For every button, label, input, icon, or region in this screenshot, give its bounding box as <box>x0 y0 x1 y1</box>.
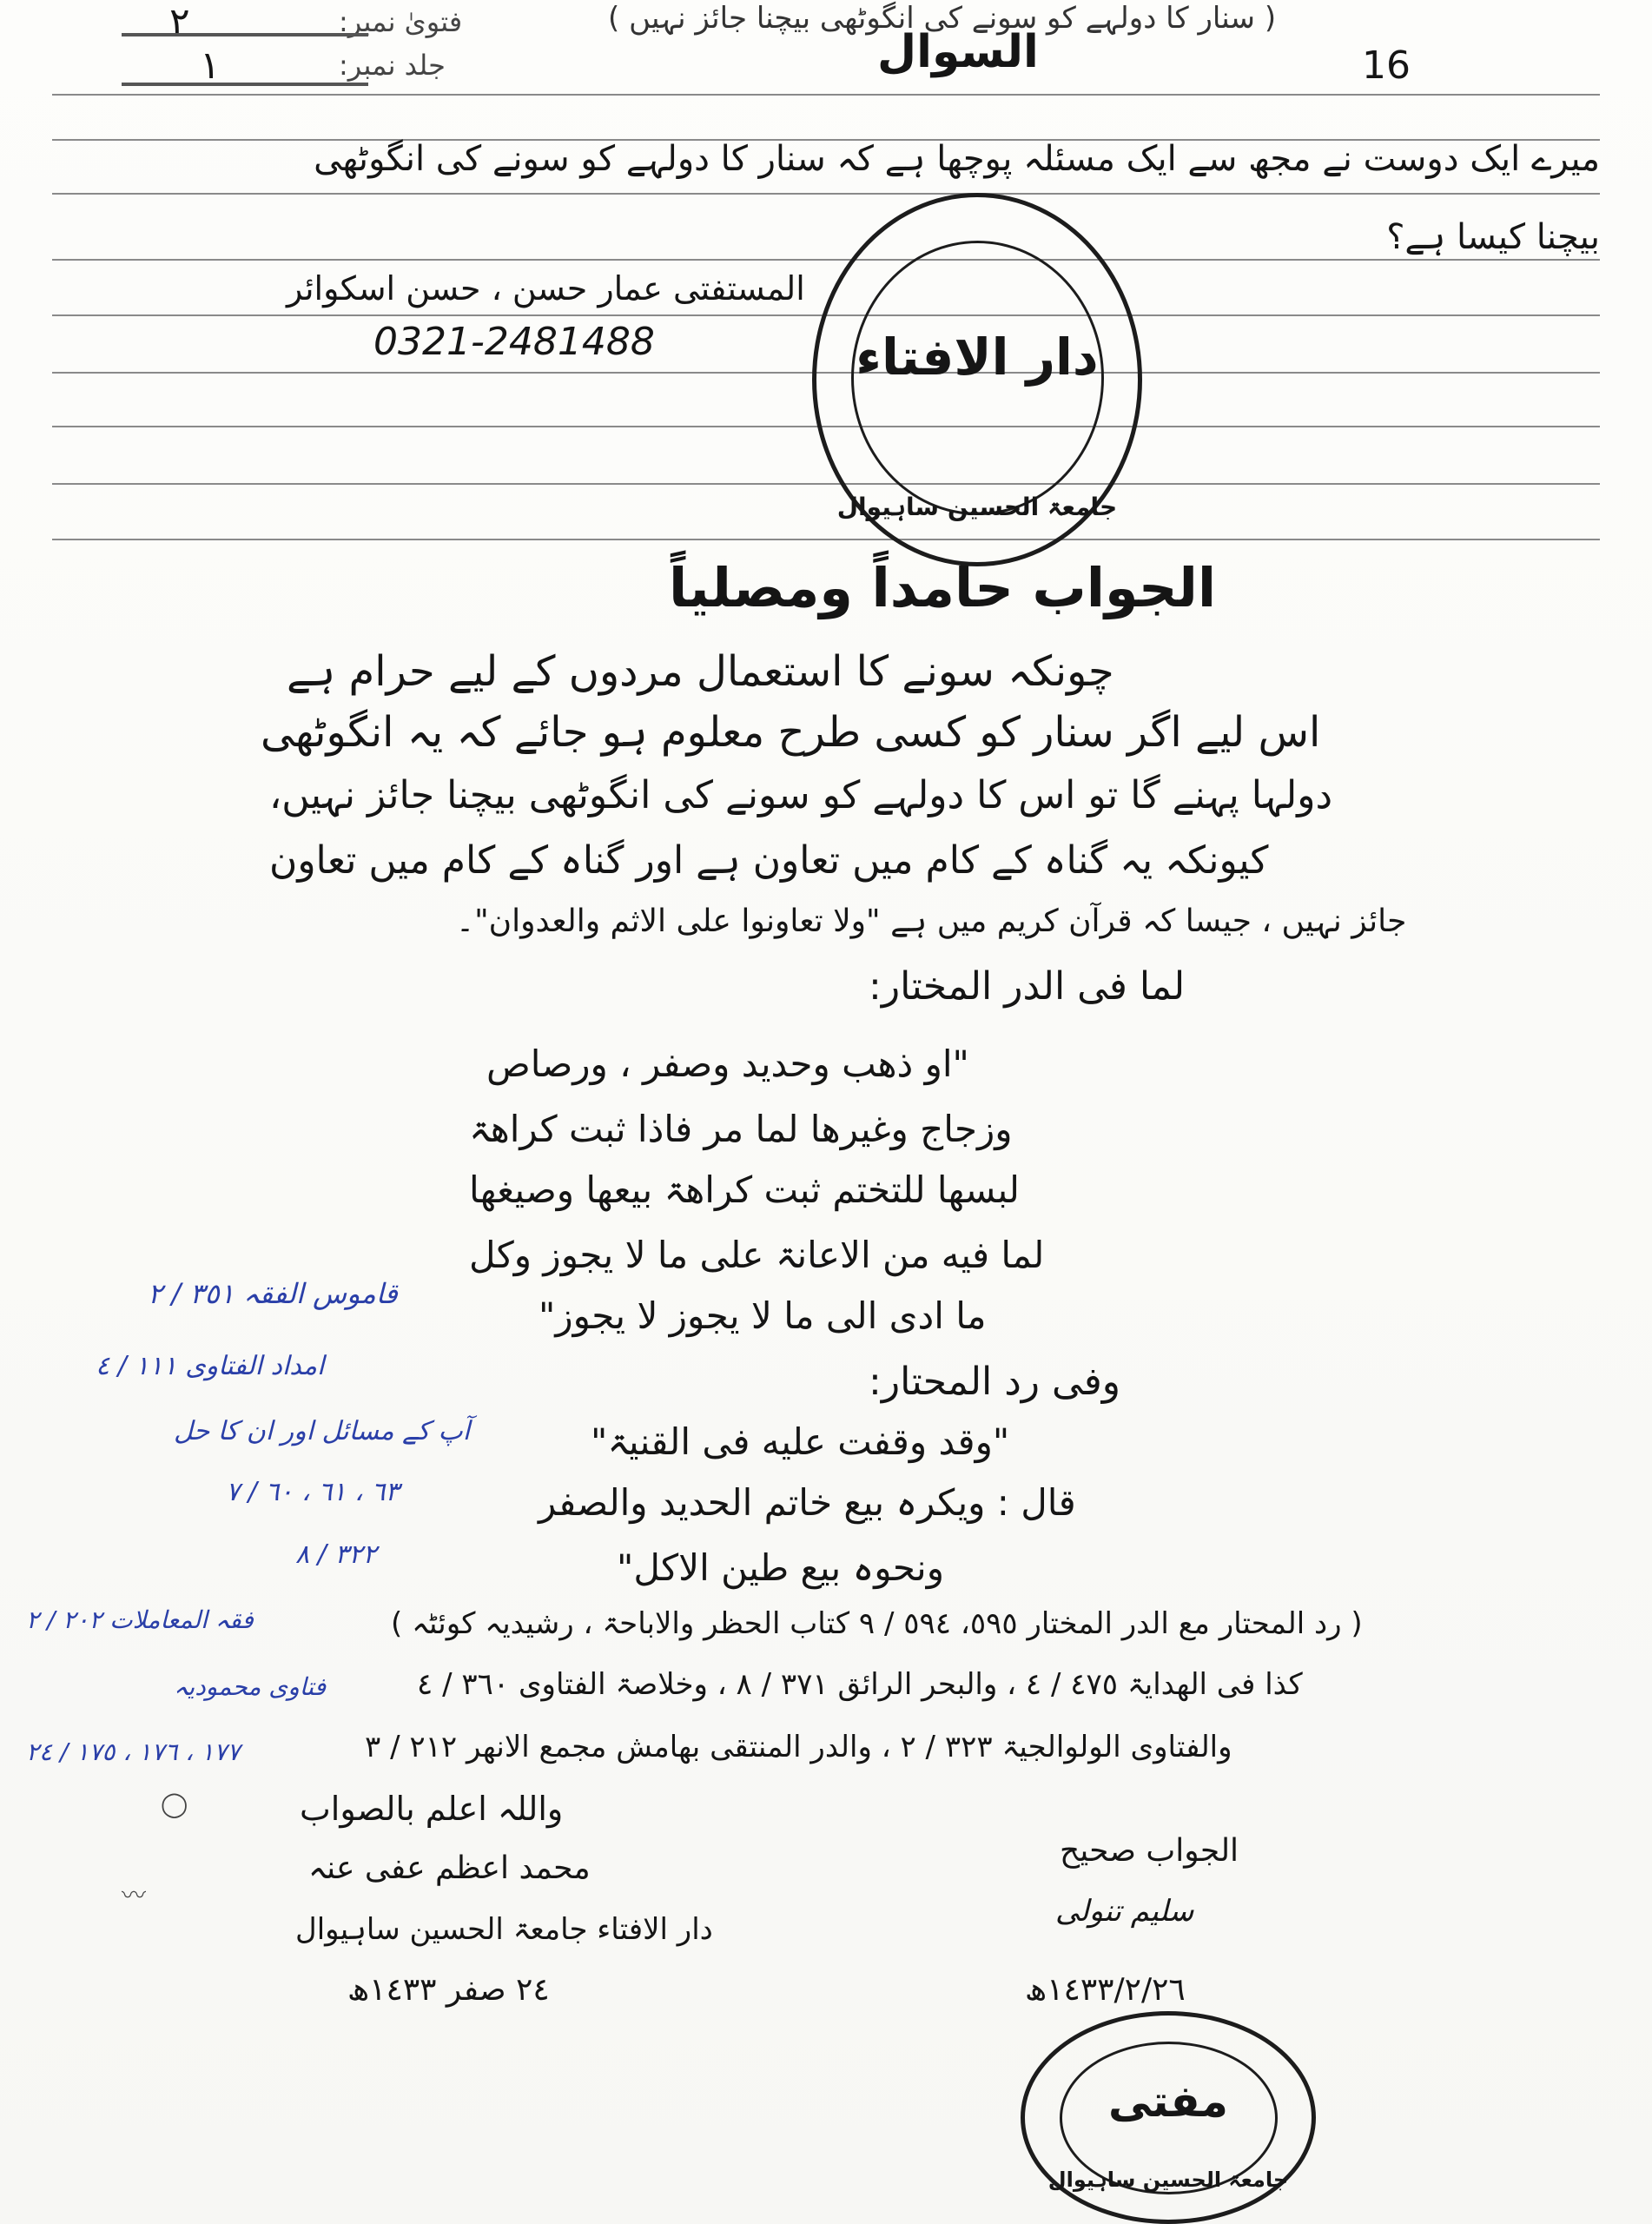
answer-line-2: اس لیے اگر سنار کو کسی طرح معلوم ہو جائے کہ یہ انگوٹھی <box>261 708 1321 757</box>
citation-2-line: قال : ویکرہ بیع خاتم الحدید والصفر <box>539 1481 1076 1524</box>
darul-ifta-seal <box>812 193 1142 566</box>
ruled-line <box>52 259 1600 261</box>
reference-line: والفتاوی الولوالجیۃ ٣٢٣ / ٢ ، والدر المنتقی بھامش مجمع الانھر ٢١٢ / ٣ <box>365 1730 1232 1764</box>
margin-note: فقہ المعاملات ٢٠٢ / ٢ <box>26 1605 254 1634</box>
mufti-author-name: محمد اعظم عفی عنہ <box>308 1850 591 1886</box>
citation-1-line: ما ادی الی ما لا یجوز لا یجوز" <box>539 1294 987 1337</box>
answer-line-4: کیونکہ یہ گناہ کے کام میں تعاون ہے اور گناہ کے کام میں تعاون <box>269 838 1269 883</box>
answer-line-1: چونکہ سونے کا استعمال مردوں کے لیے حرام ہے <box>287 647 1114 696</box>
fatwa-topic-title: ( سنار کا دولہے کو سونے کی انگوٹھی بیچنا جائز نہیں ) <box>608 1 1277 36</box>
margin-note: ٣٢٢ / ٨ <box>295 1539 377 1570</box>
question-heading: السوال <box>877 26 1039 78</box>
verification-date: ١٤٣٣/٢/٢٦ھ <box>1025 1972 1186 2008</box>
seal-ring-text: جامعۃ الحسین ساہیوال <box>1047 2168 1289 2192</box>
ruled-line <box>52 193 1600 195</box>
citation-1-line: لبسها للتختم ثبت کراھۃ بیعها وصیغها <box>469 1168 1020 1211</box>
citation-2-line: ونحوہ بیع طین الاکل" <box>617 1546 944 1589</box>
answer-line-3: دولہا پہنے گا تو اس کا دولہے کو سونے کی انگوٹھی بیچنا جائز نہیں، <box>269 773 1333 817</box>
mufti-seal <box>1021 2011 1316 2224</box>
seal-center-text: مفتی <box>1108 2076 1228 2127</box>
citation-1-line: لما فیه من الاعانۃ علی ما لا یجوز وکل <box>469 1234 1045 1276</box>
citation-2-intro: وفی رد المحتار: <box>869 1360 1120 1404</box>
ruled-line <box>52 94 1600 96</box>
reference-line: کذا فی الھدایۃ ٤٧٥ / ٤ ، والبحر الرائق ٣٧١ / ٨ ، وخلاصۃ الفتاوی ٣٦٠ / ٤ <box>417 1667 1303 1702</box>
verifier-signature: سلیم تنولی <box>1055 1894 1194 1929</box>
header-box-line-2 <box>122 83 368 86</box>
question-text-line-1: میرے ایک دوست نے مجھ سے ایک مسئلہ پوچھا ہے کہ سنار کا دولہے کو سونے کی انگوٹھی <box>314 139 1600 179</box>
citation-2-line: "وقد وقفت علیه فی القنیۃ" <box>591 1420 1010 1463</box>
verification-label: الجواب صحیح <box>1060 1833 1239 1869</box>
citation-1-line: وزجاج وغیرها لما مر فاذا ثبت کراھۃ <box>469 1108 1013 1150</box>
seal-ring-text: جامعۃ الحسین ساہیوال <box>836 493 1118 521</box>
volume-number-value: ١ <box>200 43 221 88</box>
margin-note: فتاوی محمودیہ <box>174 1672 327 1701</box>
closing-wallahu-alam: واللہ اعلم بالصواب <box>300 1790 564 1828</box>
citation-1-intro: لما فی الدر المختار: <box>869 964 1186 1009</box>
reference-line: ( رد المحتار مع الدر المختار ٥٩٥، ٥٩٤ / ٩ کتاب الحظر والاباحۃ ، رشیدیہ کوئٹہ ) <box>391 1606 1363 1641</box>
pencil-scribble: 〰 <box>122 1881 147 1910</box>
answer-heading: الجواب حامداً ومصلیاً <box>669 556 1217 619</box>
fatwa-number-value: ٢ <box>169 0 190 44</box>
fatwa-number-label: فتویٰ نمبر: <box>339 5 463 38</box>
volume-number-label: جلد نمبر: <box>339 49 446 82</box>
fatwa-date: ٢٤ صفر ١٤٣٣ھ <box>347 1972 550 2008</box>
asker-name: المستفتی عمار حسن ، حسن اسکوائر <box>287 269 805 308</box>
pencil-scribble: ◯ <box>161 1790 188 1818</box>
page-number: 16 <box>1362 43 1411 88</box>
asker-phone-number: 0321-2481488 <box>373 320 655 364</box>
question-text-line-2: بیچنا کیسا ہے؟ <box>1386 217 1600 257</box>
citation-1-line: "او ذھب وحدید وصفر ، ورصاص <box>486 1042 969 1085</box>
margin-note: آپ کے مسائل اور ان کا حل <box>174 1416 471 1446</box>
ruled-line <box>52 539 1600 540</box>
issuing-institution: دار الافتاء جامعۃ الحسین ساہیوال <box>295 1912 713 1947</box>
header-box-line-1 <box>122 33 368 36</box>
seal-center-text: دار الافتاء <box>856 328 1099 387</box>
margin-note: امداد الفتاوی ١١١ / ٤ <box>96 1351 325 1381</box>
answer-line-5: جائز نہیں ، جیسا کہ قرآن کریم میں ہے "ولا تعاونوا علی الاثم والعدوان"۔ <box>456 904 1407 939</box>
margin-note: ٦٣ ، ٦١ ، ٦٠ / ٧ <box>226 1477 400 1507</box>
margin-note: ١٧٧ ، ١٧٦ ، ١٧٥ / ٢٤ <box>26 1738 241 1766</box>
margin-note: قاموس الفقہ ٣٥١ / ٢ <box>148 1277 398 1310</box>
ruled-line <box>52 483 1600 485</box>
